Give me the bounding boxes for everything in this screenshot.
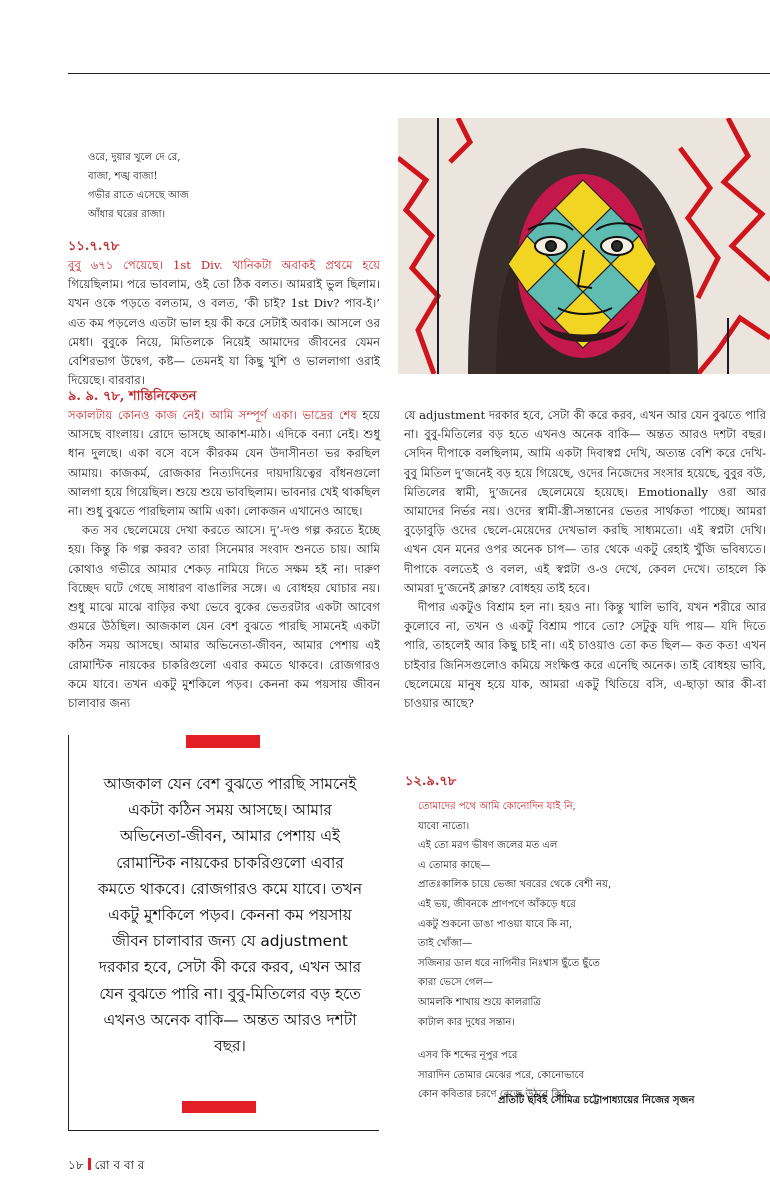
poem-line: কাটাল কার দুধের সন্তান। [418, 1016, 515, 1028]
poem-line: ওরে, দুয়ার খুলে দে রে, [88, 152, 181, 163]
portrait-drawing [398, 118, 770, 374]
entry-body: দীপার একটুও বিশ্রাম হল না। হয়ও না। কিন্তু খালি ভাবি, যখন শরীরে আর কুলোবে না, তখন ও একটু বিশ্রাম পাবে তো? সেটুকু যদি পায়— যদি দিতে পারি, তাহলেই আর কিছু চাই না। এই চাওয়াও তো কত ছিল— কত কত! এখন চাইবার জিনিসগুলোও কমিয়ে সংক্ষিপ্ত করে এনেছি অনেক। তাই বোধহয় ভাবি, ছেলেমেয়ে মানুষ হয়ে যাক, আমরা একটু থিতিয়ে বসি, এ-ছাড়া আর কী-বা চাওয়ার আছে? [404, 600, 766, 711]
right-column-text [404, 406, 766, 713]
poem-line: এই ভয়, জীবনকে প্রাণপণে আঁকড়ে ধরে [418, 898, 576, 910]
entry-date: ১১.৭.৭৮ [68, 239, 120, 254]
entry-body: যে adjustment দরকার হবে, সেটা কী করে করব, এখন আর যেন বুঝতে পারি না। বুবু-মিতিলের বড় হতে এখনও অনেক বাকি— অন্তত আরও দশটা বছর। সেদিন দীপাকে বলছিলাম, আমি একটা দিবাস্বপ্ন দেখি, অত্যন্ত বেশি করে দেখি-বুবু মিতিল দু’জনেই বড় হয়ে গিয়েছে, ওদের নিজেদের সংসার হয়েছে, বুবুর বউ, মিতিলের স্বামী, দু’জনের ছেলেমেয়ে হয়েছে। Emotionally ওরা আর আমাদের নির্ভর নয়। ওদের স্বামী-স্ত্রী-সন্তানের ভেতর সার্থকতা পাচ্ছে। আমরা বুড়োবুড়ি ওদের ছেলে-মেয়েদের দেখভাল করছি সাধ্যমতো। এই স্বপ্নটা দেখি। এখন যেন মনের ওপর অনেক চাপ— তার থেকে একটু রেহাই খুঁজি ভবিষ্যতে। দীপাকে বলতেই ও বলল, এই স্বপ্নটা ও-ও দেখে, কেবল দেখে। তাহলে কি আমরা দু’জনেই ক্লান্ত? বোধহয় তাই হবে। [404, 408, 766, 595]
poem-line: প্রাতঃকালিক চায়ে ভেজা খবরের থেকে বেশী নয়, [418, 879, 612, 891]
poem-line: গভীর রাতে এসেছে আজ [88, 190, 189, 201]
poem-line: একটু শুকনো ডাঙা পাওয়া যাবে কি না, [418, 918, 573, 930]
poem-line: যাবো নাতো। [418, 820, 470, 832]
entry-date: ৯. ৯. ৭৮, শান্তিনিকেতন [68, 389, 197, 404]
opening-poem [88, 148, 378, 224]
top-rule [68, 73, 770, 74]
poem-line: কারা ভেসে গেল— [418, 977, 493, 989]
poem-date: ১২.৯.৭৮ [405, 774, 457, 789]
accent-bar [186, 735, 260, 748]
page-folio [68, 1157, 144, 1177]
page-number: ১৮ [68, 1158, 84, 1172]
diary-entry [68, 406, 380, 713]
poem-line: আমলকি শাখায় শুয়ে কালরাত্রি [418, 996, 541, 1008]
image-credit: প্রতিটি ছবিই সৌমিত্র চট্টোপাধ্যায়ের নিজের সৃজন [498, 1095, 695, 1106]
magazine-name: রো ব বা র [94, 1158, 145, 1172]
entry-body: কত সব ছেলেমেয়ে দেখা করতে আসে। দু’-দণ্ড গল্প করতে ইচ্ছে হয়। কিন্তু কি গল্প করব? তারা সিনেমার সংবাদ শুনতে চায়। আমি কোথাও গভীরে আমার শেকড় নামিয়ে দিতে সক্ষম হই না। দারুণ বিচ্ছেদ ঘটে গেছে সাধারণ বাঙালির সঙ্গে। এ বোধহয় ঘোচার নয়। শুধু মাঝে মাঝে বাড়ির কথা ভেবে বুকের ভেতরটার একটা আবেগ গুমরে উঠছিল। আজকাল যেন বেশ বুঝতে পারছি সামনেই একটা কঠিন সময় আসছে। আমার অভিনেতা-জীবন, আমার পেশায় এই রোমান্টিক নায়কের চাকরিগুলো এবার কমতে থাকবে। রোজগারও কমে যাবে। তখন একটু মুশকিলে পড়ব। কেননা কম পয়সায় জীবন চালাবার জন্য [68, 523, 380, 711]
diary-entry [68, 256, 380, 390]
pull-quote: আজকাল যেন বেশ বুঝতে পারছি সামনেই একটা কঠিন সময় আসছে। আমার অভিনেতা-জীবন, আমার পেশায় এই রোমান্টিক নায়কের চাকরিগুলো এবার কমতে থাকবে। রোজগারও কমে যাবে। তখন একটু মুশকিলে পড়ব। কেননা কম পয়সায় জীবন চালাবার জন্য যে adjustment দরকার হবে, সেটা কী করে করব, এখন আর যেন বুঝতে পারি না। বুবু-মিতিলের বড় হতে এখনও অনেক বাকি— অন্তত আরও দশটা বছর। [97, 775, 363, 1056]
poem-line: এই তো মরণ ভীষণ জলের মত এল [418, 840, 558, 852]
poem-line: এ তোমার কাছে— [418, 859, 491, 871]
entry-body: গিয়েছিলাম। পরে ভাবলাম, ওই তো ঠিক বলত। আমরাই ভুল ছিলাম। যখন ওকে পড়তে বলতাম, ও বলত, ‘কী চাই? 1st Div? পাব-ই।’ এত কম পড়লেও এতটা ভাল হয় কী করে সেটাই অবাক। আসলে ওর মেধা। বুবুকে নিয়ে, মিতিলকে নিয়েই আমাদের জীবনের যেমন বেশিরভাগ উদ্বেগ, কষ্ট— তেমনই যা কিছু খুশি ও ভাললাগা ওরাই দিয়েছে। বারবার। [68, 277, 380, 388]
entry-lead: সকালটায় কোনও কাজ নেই। আমি সম্পূর্ণ একা। ভাদ্রের শেষ [68, 408, 357, 422]
poem-line: তাই খোঁজা— [418, 938, 473, 950]
poem-line: কোন কবিতার চরণে বেজে উঠবে কি? [418, 1089, 567, 1101]
poem-line: সজিনার ডাল ধরে নাগিনীর নিঃশ্বাস ছুঁতে ছুঁতে [418, 957, 600, 969]
entry-lead: বুবু ৬৭১ পেয়েছে। 1st Div. খানিকটা অবাকই প্রথমে হয়ে [68, 258, 380, 272]
poem-first-line: তোমাদের পথে আমি কোনোদিন যাই নি, [418, 801, 576, 812]
poem-line: আঁধার ঘরের রাজা। [88, 209, 166, 220]
poem-line: বাজা, শঙ্খ বাজা! [88, 171, 158, 182]
poem-line: এসব কি শব্দের নূপুর পরে [418, 1050, 518, 1062]
folio-divider [88, 1158, 91, 1170]
self-portrait-painting [398, 118, 770, 374]
entry-body: হয়ে আসছে বাংলায়। রোদে ভাসছে আকাশ-মাঠ। এদিকে বন্যা নেই। শুধু ধান দুলছে। একা বসে বসে কীরকম যেন উদাসীনতা ভর করছিল আমায়। কাজকর্ম, রোজকার নিত্যদিনের দায়দায়িত্বের বাঁধনগুলো আলগা হয়ে গিয়েছিল। শুয়ে শুয়ে ভাবছিলাম। ভাবনার খেই থাকছিল না। শুধু বুঝতে পারছিলাম আমি একা। লোকজন এখানেও আছে। [68, 408, 380, 519]
closing-poem [418, 797, 763, 1105]
accent-bar [182, 1101, 256, 1113]
poem-line: সারাদিন তোমার মেঝের পরে, কোনোভাবে [418, 1069, 585, 1081]
